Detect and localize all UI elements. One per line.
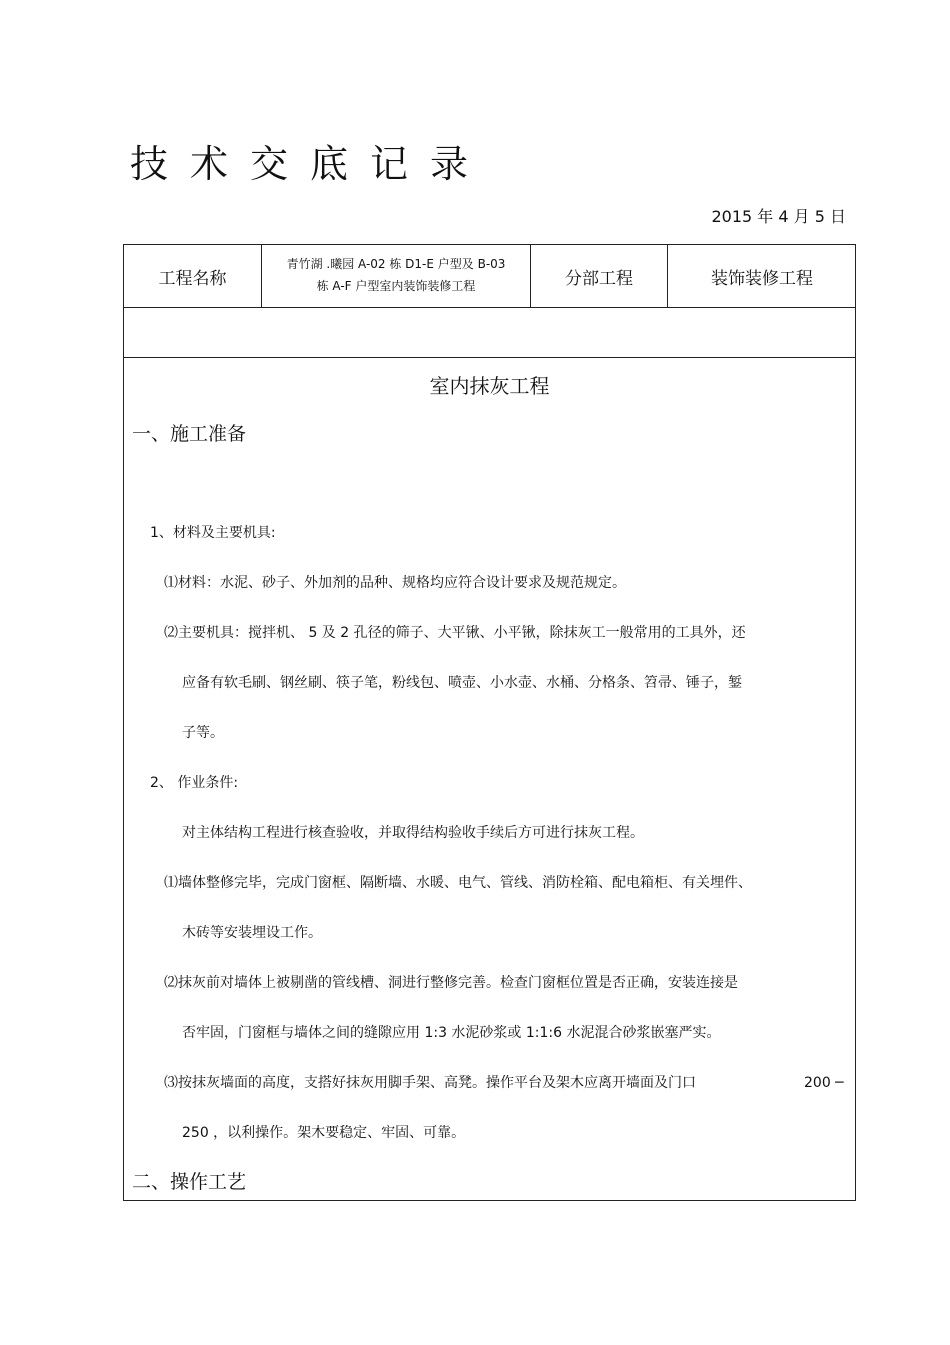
paragraph-tail: 200 ─ bbox=[804, 1075, 844, 1091]
paragraph: ⑵主要机具：搅拌机、 5 及 2 孔径的筛子、大平锹、小平锹，除抹灰工一般常用的工具外，还 bbox=[164, 625, 746, 641]
heading-process: 二、操作工艺 bbox=[132, 1171, 247, 1193]
paragraph: ⑵抹灰前对墙体上被剔凿的管线槽、洞进行整修完善。检查门窗框位置是否正确，安装连接是 bbox=[164, 975, 738, 991]
row-divider bbox=[124, 307, 855, 308]
record-table bbox=[123, 244, 856, 1201]
subheading-conditions: 2、 作业条件: bbox=[150, 775, 239, 791]
paragraph: ⑴材料：水泥、砂子、外加剂的品种、规格均应符合设计要求及规范规定。 bbox=[164, 575, 626, 591]
project-name-value bbox=[261, 253, 531, 297]
project-name-line2: 栋 A-F 户型室内装饰装修工程 bbox=[316, 279, 476, 293]
division-label: 分部工程 bbox=[565, 268, 633, 289]
paragraph: 子等。 bbox=[182, 725, 224, 741]
subheading-materials: 1、材料及主要机具: bbox=[150, 525, 276, 541]
section-title: 室内抹灰工程 bbox=[429, 374, 550, 398]
paragraph: ⑶按抹灰墙面的高度，支搭好抹灰用脚手架、高凳。操作平台及架木应离开墙面及门口 bbox=[164, 1075, 696, 1091]
project-name-label: 工程名称 bbox=[158, 268, 227, 289]
paragraph: 250 ，以利操作。架木要稳定、牢固、可靠。 bbox=[182, 1125, 466, 1141]
paragraph: 应备有软毛刷、钢丝刷、筷子笔，粉线包、喷壶、小水壶、水桶、分格条、笤帚、锤子，錾 bbox=[182, 675, 742, 691]
paragraph: 否牢固，门窗框与墙体之间的缝隙应用 1:3 水泥砂浆或 1:1:6 水泥混合砂浆嵌塞严实。 bbox=[182, 1025, 721, 1041]
paragraph: 对主体结构工程进行核查验收，并取得结构验收手续后方可进行抹灰工程。 bbox=[182, 825, 644, 841]
document-date: 2015 年 4 月 5 日 bbox=[711, 207, 846, 226]
heading-preparation: 一、施工准备 bbox=[132, 423, 247, 445]
project-name-line1: 青竹湖 .曦园 A-02 栋 D1-E 户型及 B-03 bbox=[286, 257, 506, 271]
paragraph: ⑴墙体整修完毕，完成门窗框、隔断墙、水暖、电气、管线、消防栓箱、配电箱柜、有关埋件、 bbox=[164, 875, 752, 891]
division-value: 装饰装修工程 bbox=[711, 268, 813, 289]
row-divider bbox=[124, 357, 855, 358]
paragraph: 木砖等安装埋设工作。 bbox=[182, 925, 322, 941]
document-title: 技术交底记录 bbox=[130, 142, 491, 186]
